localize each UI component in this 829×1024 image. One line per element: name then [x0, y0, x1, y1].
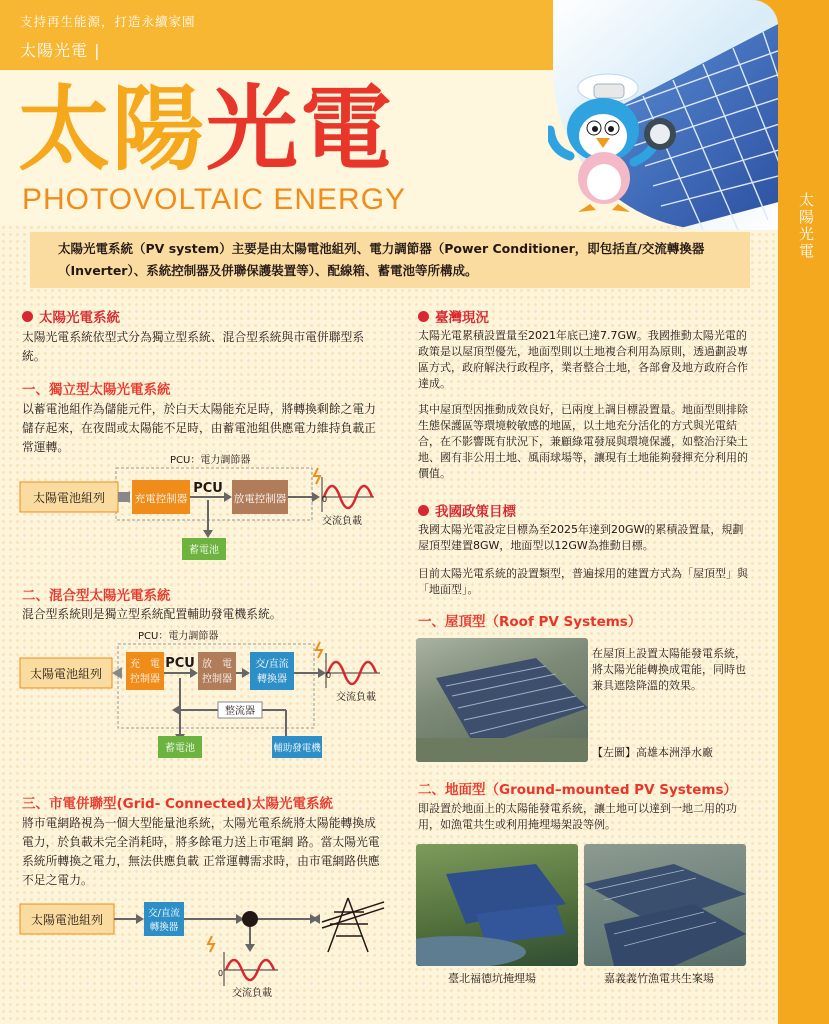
- svg-text:0: 0: [218, 969, 224, 978]
- standalone-pcu-caption: PCU：電力調節器: [170, 455, 251, 466]
- title-part-2: 光電: [206, 76, 395, 183]
- hybrid-generator-label: 輔助發電機: [273, 743, 321, 754]
- page-title-english: PHOTOVOLTAIC ENERGY: [22, 183, 407, 216]
- side-tab-label: 太陽光電: [797, 192, 815, 260]
- svg-text:轉換器: 轉換器: [149, 922, 179, 933]
- power-tower-icon: [322, 898, 384, 952]
- svg-text:放 電: 放 電: [202, 659, 232, 670]
- taiwan-heading: 臺灣現況: [418, 306, 489, 326]
- policy-paragraph-1: 我國太陽光電設定目標為至2025年達到20GW的累積設置量，規劃屋頂型建置8GW，地面型以12GW為推動目標。: [418, 523, 744, 552]
- grid-heading: 三、市電併聯型(Grid- Connected)太陽光電系統: [22, 796, 334, 812]
- systems-text: 太陽光電系統依型式分為獨立型系統、混合型系統與市電併聯型系統。: [22, 330, 365, 363]
- systems-heading: 太陽光電系統: [22, 306, 120, 326]
- hybrid-diagram: [18, 628, 388, 763]
- penguin-mascot-illustration: [548, 70, 678, 215]
- section-tag: 太陽光電 |: [20, 41, 101, 60]
- taiwan-paragraph-1: 太陽光電累積設置量至2021年底已達7.7GW。我國推動太陽光電的政策是以屋頂型優先，地面型則以土地複合利用為原則，透過劃設專區方式，政府解決行政程序，業者整合土地，各部會及地方政府合作達成。: [418, 329, 748, 390]
- standalone-charge-label: 充電控制器: [134, 493, 188, 505]
- grid-diagram: [18, 892, 388, 1002]
- tagline: 支持再生能源，打造永續家園: [20, 14, 196, 29]
- svg-text:交/直流: 交/直流: [255, 659, 289, 670]
- hybrid-pcu-label: PCU: [165, 656, 195, 671]
- roof-caption: 【左圖】高雄本洲淨水廠: [592, 746, 713, 759]
- standalone-heading: 一、獨立型太陽光電系統: [22, 382, 171, 398]
- svg-text:0: 0: [322, 495, 328, 504]
- bullet-dot-icon: [418, 505, 429, 516]
- policy-paragraph-2: 目前太陽光電系統的設置類型，普遍採用的建置方式為「屋頂型」與「地面型」。: [418, 567, 748, 596]
- svg-text:轉換器: 轉換器: [257, 674, 287, 685]
- svg-text:控制器: 控制器: [202, 674, 232, 685]
- bullet-dot-icon: [418, 311, 429, 322]
- ground-heading: 二、地面型（Ground–mounted PV Systems）: [418, 782, 737, 798]
- roof-heading: 一、屋頂型（Roof PV Systems）: [418, 614, 642, 630]
- standalone-pcu-label: PCU: [193, 481, 223, 496]
- svg-text:控制器: 控制器: [130, 674, 160, 685]
- title-part-1: 太陽: [18, 76, 207, 183]
- svg-text:交/直流: 交/直流: [148, 908, 180, 919]
- svg-text:充 電: 充 電: [130, 659, 160, 670]
- hybrid-heading: 二、混合型太陽光電系統: [22, 588, 171, 604]
- grid-text: 將市電網路視為一個大型能量池系統，太陽光電系統將太陽能轉換成電力，於負載未完全消耗時，將多餘電力送上市電網 路。當太陽光電系統所轉換之電力，無法供應負載 正常運轉需求時，由市電網路供應不足之電力。: [22, 816, 380, 887]
- taiwan-paragraph-2: 其中屋頂型因推動成效良好，已兩度上調目標設置量。地面型則排除生態保護區等環境較敏感的地區，以土地充分活化的方式與光電結合，在不影響既有狀況下，兼顧綠電發展與環境保護，如整治汙染土地、國有非公用土地、風雨球場等，讓現有土地能夠發揮充分利用的價值。: [418, 403, 748, 480]
- landfill-pv-photo: [416, 844, 578, 966]
- intro-box: 太陽光電系統（PV system）主要是由太陽電池組列、電力調節器（Power Conditioner，即包括直/交流轉換器（Inverter）、系統控制器及併聯保護裝置等）、配線箱、蓄電池等所構成。: [30, 232, 750, 288]
- fishery-pv-photo: [584, 844, 746, 966]
- hybrid-array-label: 太陽電池組列: [29, 667, 103, 681]
- hybrid-battery-label: 蓄電池: [165, 743, 195, 754]
- ground-caption-1: 臺北福德坑掩埋場: [448, 972, 536, 985]
- standalone-diagram: [18, 452, 388, 572]
- hybrid-text: 混合型系統則是獨立型系統配置輔助發電機系統。: [22, 607, 282, 621]
- rooftop-pv-photo: [416, 638, 588, 762]
- page-title: [18, 76, 395, 183]
- standalone-text: 以蓄電池組作為儲能元件，於白天太陽能充足時，將轉換剩餘之電力儲存起來，在夜間或太陽能不足時，由蓄電池組供應電力維持負載正常運轉。: [22, 402, 376, 454]
- ground-text: 即設置於地面上的太陽能發電系統，讓土地可以達到一地二用的功用，如漁電共生或利用掩埋場架設等例。: [418, 802, 737, 831]
- ground-caption-2: 嘉義義竹漁電共生案場: [604, 972, 714, 985]
- hybrid-pcu-caption: PCU：電力調節器: [138, 631, 219, 642]
- grid-load-label: 交流負載: [232, 988, 272, 999]
- grid-array-label: 太陽電池組列: [30, 913, 104, 927]
- policy-heading: 我國政策目標: [418, 500, 516, 520]
- standalone-battery-label: 蓄電池: [189, 545, 219, 556]
- roof-text: 在屋頂上設置太陽能發電系統，將太陽光能轉換成電能，同時也兼具遮陰降溫的效果。: [592, 647, 746, 692]
- bullet-dot-icon: [22, 311, 33, 322]
- standalone-discharge-label: 放電控制器: [233, 493, 287, 505]
- hybrid-load-label: 交流負載: [336, 692, 376, 703]
- standalone-load-label: 交流負載: [322, 516, 362, 527]
- side-tab: [778, 0, 829, 1024]
- hybrid-rectifier-label: 整流器: [225, 706, 255, 717]
- svg-text:0: 0: [326, 671, 332, 680]
- standalone-array-label: 太陽電池組列: [32, 491, 106, 505]
